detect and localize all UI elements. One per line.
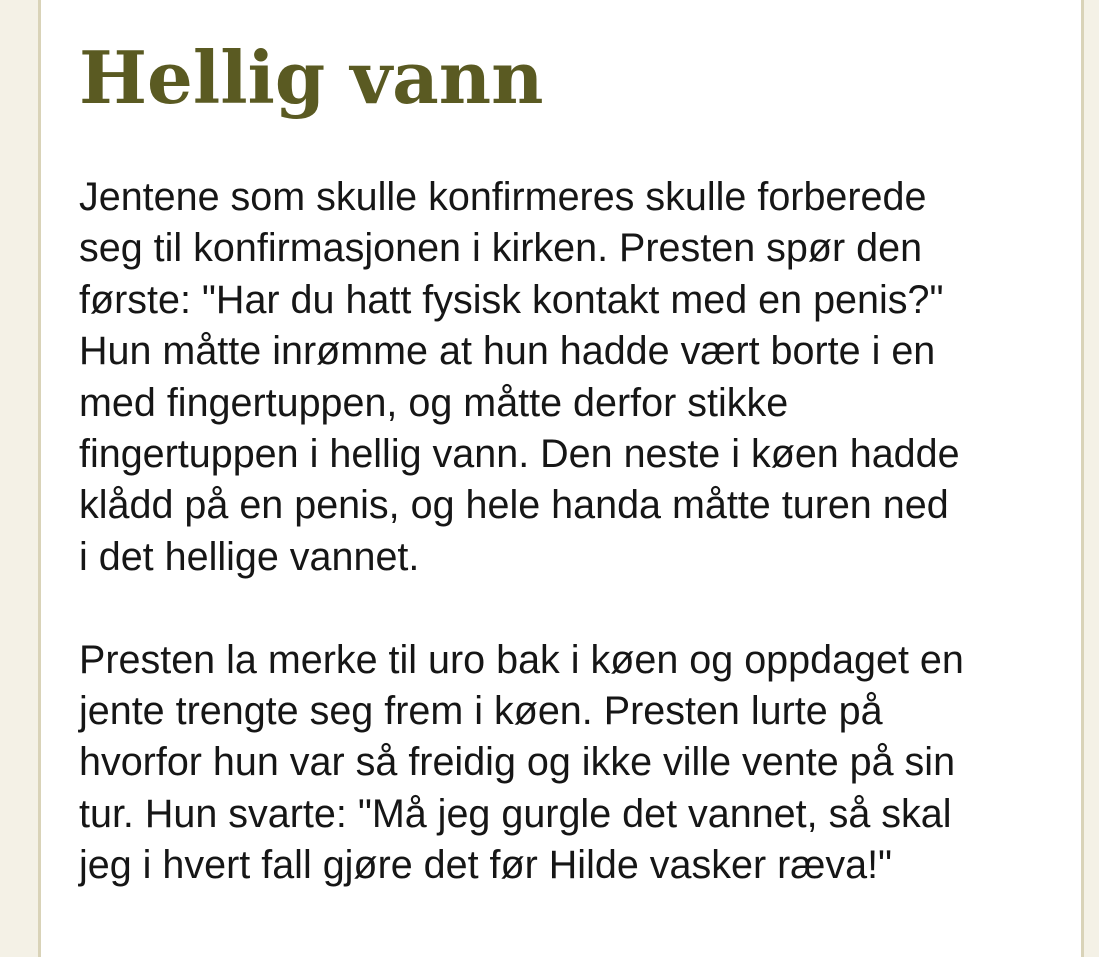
article-title: Hellig vann (79, 35, 544, 120)
paragraph-1: Jentene som skulle konfirmeres skulle forberede seg til konfirmasjonen i kirken. Presten spør den første: "Har du hatt fysisk kontakt med en penis?" Hun måtte inrømme at hun hadde vært borte i en med fingertuppen, og måtte derfor stikke fingertuppen i hellig vann. Den neste i køen hadde klådd på en penis, og hele handa måtte turen ned i det hellige vannet. (79, 175, 960, 579)
article-card (38, 0, 1084, 957)
article-body (79, 172, 1069, 892)
paragraph-2: Presten la merke til uro bak i køen og oppdaget en jente trengte seg frem i køen. Presten lurte på hvorfor hun var så freidig og ikke ville vente på sin tur. Hun svarte: "Må jeg gurgle det vannet, så skal jeg i hvert fall gjøre det før Hilde vasker ræva!" (79, 637, 964, 888)
